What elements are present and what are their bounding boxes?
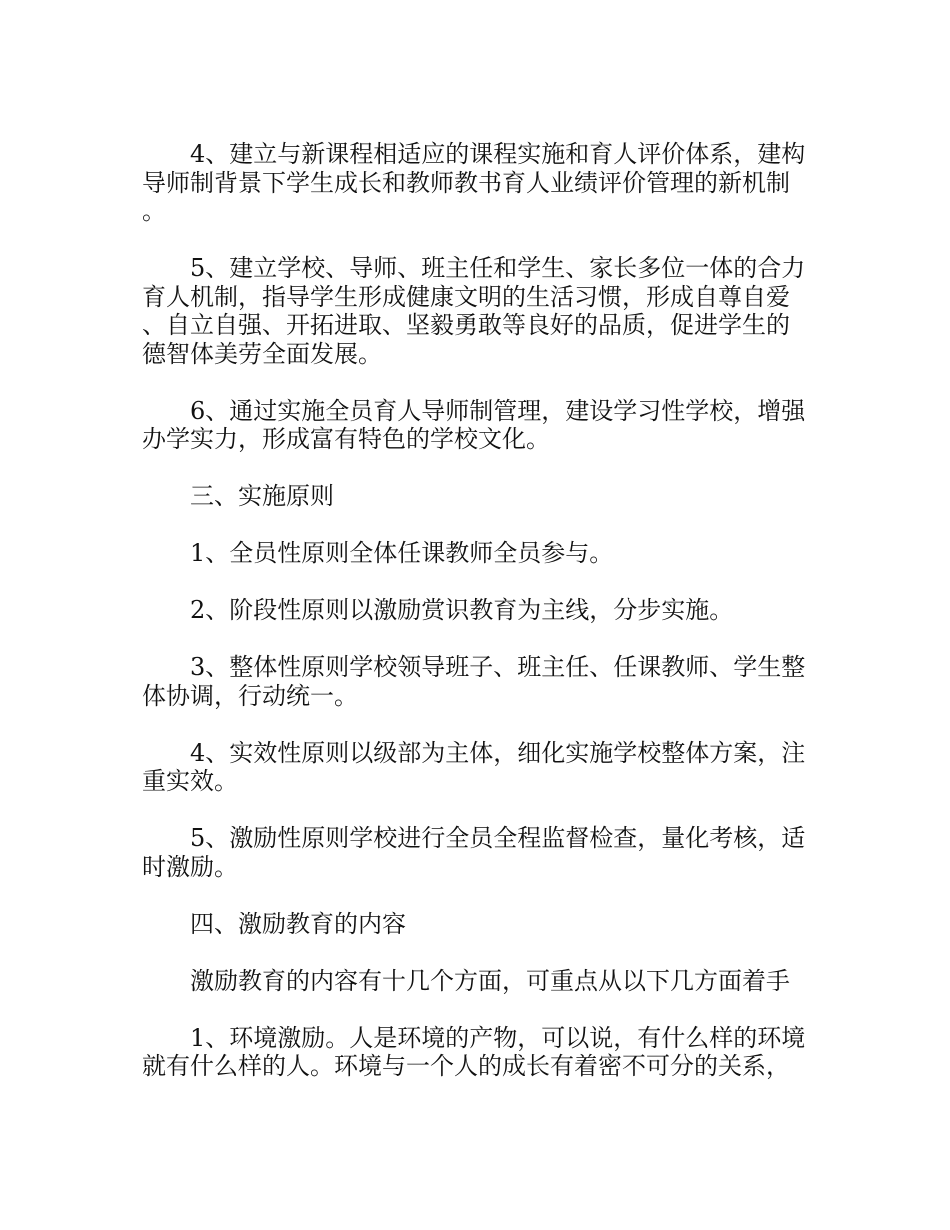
- section-heading-principles: 三、实施原则: [190, 482, 334, 510]
- paragraph-environment-incentive: 1、环境激励。人是环境的产物，可以说，有什么样的环境就有什么样的人。环境与一个人的成长有着密不可分的关系，: [142, 1023, 806, 1080]
- paragraph-goal-4: 4、建立与新课程相适应的课程实施和育人评价体系，建构导师制背景下学生成长和教师教书育人业绩评价管理的新机制。: [142, 140, 806, 225]
- paragraph-principle-4: 4、实效性原则以级部为主体，细化实施学校整体方案，注重实效。: [142, 738, 806, 795]
- paragraph-principle-3: 3、整体性原则学校领导班子、班主任、任课教师、学生整体协调，行动统一。: [142, 653, 806, 710]
- document-body: [142, 140, 812, 1109]
- paragraph-principle-5: 5、激励性原则学校进行全员全程监督检查，量化考核，适时激励。: [142, 824, 806, 881]
- paragraph-principle-2: 2、阶段性原则以激励赏识教育为主线，分步实施。: [190, 596, 734, 624]
- section-heading-content: 四、激励教育的内容: [190, 909, 406, 938]
- paragraph-goal-6: 6、通过实施全员育人导师制管理，建设学习性学校，增强办学实力，形成富有特色的学校文化。: [142, 396, 806, 453]
- paragraph-principle-1: 1、全员性原则全体任课教师全员参与。: [190, 539, 614, 567]
- paragraph-content-intro: 激励教育的内容有十几个方面，可重点从以下几方面着手: [190, 966, 790, 995]
- paragraph-goal-5: 5、建立学校、导师、班主任和学生、家长多位一体的合力育人机制，指导学生形成健康文明的生活习惯，形成自尊自爱、自立自强、开拓进取、坚毅勇敢等良好的品质，促进学生的德智体美劳全面发展。: [142, 254, 806, 368]
